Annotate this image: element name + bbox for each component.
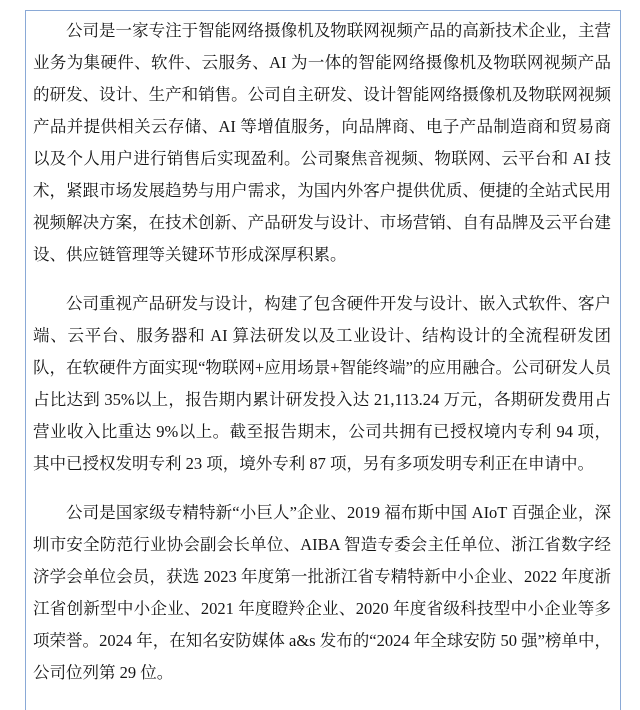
paragraph-rd-and-patents: 公司重视产品研发与设计，构建了包含硬件开发与设计、嵌入式软件、客户端、云平台、服务器和 AI 算法研发以及工业设计、结构设计的全流程研发团队，在软硬件方面实现“物联网+应用场景+智能终端”的应用融合。公司研发人员占比达到 35%以上，报告期内累计研发投入达 21,113.24 万元，各期研发费用占营业收入比重达 9%以上。截至报告期末，公司共拥有已授权境内专利 94 项，其中已授权发明专利 23 项，境外专利 87 项，另有多项发明专利正在申请中。 — [33, 294, 611, 473]
paragraph-company-overview: 公司是一家专注于智能网络摄像机及物联网视频产品的高新技术企业，主营业务为集硬件、软件、云服务、AI 为一体的智能网络摄像机及物联网视频产品的研发、设计、生产和销售。公司自主研发、设计智能网络摄像机及物联网视频产品并提供相关云存储、AI 等增值服务，向品牌商、电子产品制造商和贸易商以及个人用户进行销售后实现盈利。公司聚焦音视频、物联网、云平台和 AI 技术，紧跟市场发展趋势与用户需求，为国内外客户提供优质、便捷的全站式民用视频解决方案，在技术创新、产品研发与设计、市场营销、自有品牌及云平台建设、供应链管理等关键环节形成深厚积累。 — [33, 21, 611, 264]
paragraph-honors-and-rankings: 公司是国家级专精特新“小巨人”企业、2019 福布斯中国 AIoT 百强企业，深圳市安全防范行业协会副会长单位、AIBA 智造专委会主任单位、浙江省数字经济学会单位会员，获选 2023 年度第一批浙江省专精特新中小企业、2022 年度浙江省创新型中小企业、2021 年度瞪羚企业、2020 年度省级科技型中小企业等多项荣誉。2024 年，在知名安防媒体 a&s 发布的“2024 年全球安防 50 强”榜单中，公司位列第 29 位。 — [33, 503, 611, 682]
document-text-frame — [25, 10, 621, 710]
